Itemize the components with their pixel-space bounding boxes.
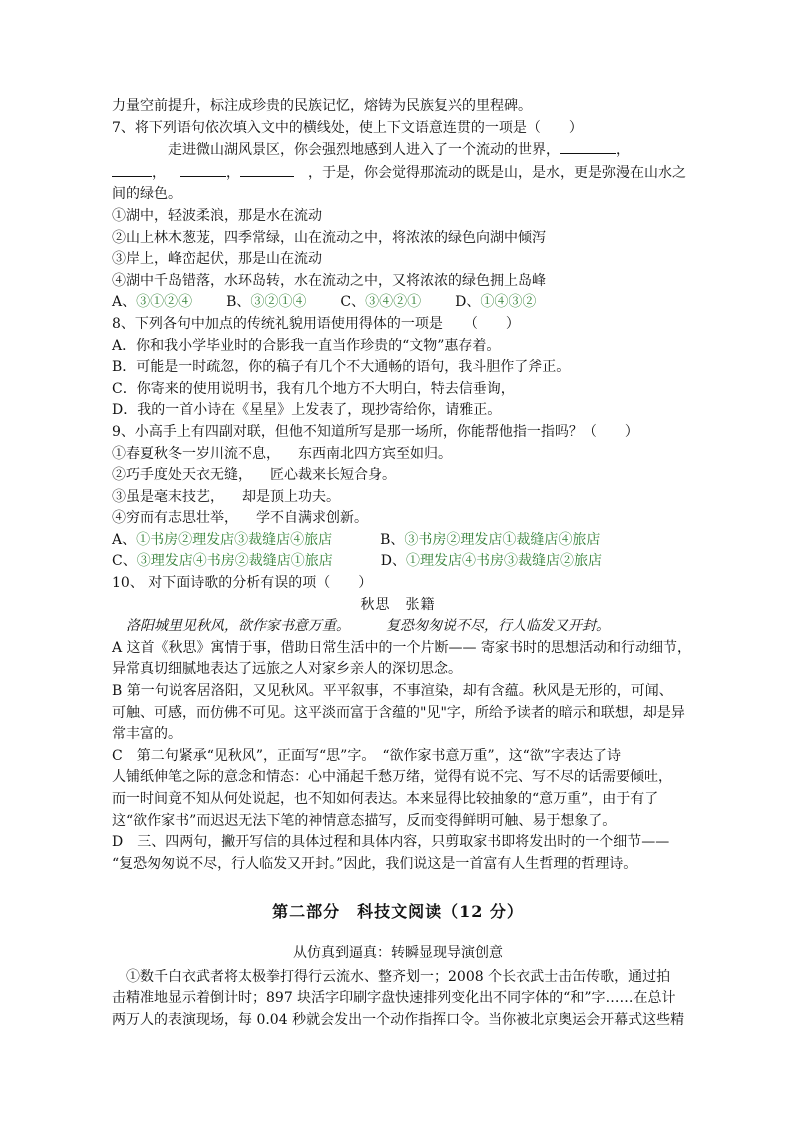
article-paragraph-line: ①数千白衣武者将太极拳打得行云流水、整齐划一；2008 个长衣武士击缶传歌，通过拍	[126, 968, 671, 985]
blank	[180, 162, 226, 177]
q9-couplet: ③虽是毫末技艺， 却是顶上功夫。	[112, 488, 340, 505]
blank	[112, 162, 152, 177]
article-paragraph-line: 击精准地显示着倒计时；897 块活字印刷字盘快速排列变化出不同字体的“和”字……在总计	[112, 990, 676, 1007]
q10-option-c: C 第二句紧承“见秋风”，正面写“思”字。 “欲作家书意万重”，这“欲”字表达了诗	[112, 747, 621, 764]
article-paragraph-line: 两万人的表演现场，每 0.04 秒就会发出一个动作指挥口令。当你被北京奥运会开幕式这些精	[112, 1011, 685, 1028]
intro-line: 力量空前提升，标注成珍贵的民族记忆，熔铸为民族复兴的里程碑。	[112, 98, 532, 114]
document-page	[112, 96, 692, 1031]
poem-body: 洛阳城里见秋风，欲作家书意万重。 复恐匆匆说不尽，行人临发又开封。	[126, 618, 610, 635]
blank	[560, 139, 616, 154]
q9-couplet: ①春夏秋冬一岁川流不息， 东西南北四方宾至如归。	[112, 445, 452, 462]
q10-option-b: 常丰富的。	[112, 726, 182, 743]
q7-option: ③岸上，峰峦起伏，那是山在流动	[112, 251, 322, 268]
q9-choices-row-1: A、①书房②理发店③裁缝店④旅店 B、③书房②理发店①裁缝店④旅店	[112, 531, 601, 548]
q7-option: ②山上林木葱茏，四季常绿，山在流动之中，将浓浓的绿色向湖中倾泻	[112, 229, 546, 246]
q10-option-c: 这“欲作家书”而迟迟无法下笔的神情意态描写，反而变得鲜明可触、易于想象了。	[112, 812, 617, 829]
q8-option: A．你和我小学毕业时的合影我一直当作珍贵的“文物”惠存着。	[112, 337, 501, 354]
q10-option-c: 而一时间竟不知从何处说起，也不知如何表达。本来显得比较抽象的“意万重”，由于有了	[112, 791, 659, 807]
blank	[240, 162, 294, 177]
q7-choices: A、③①②④ B、③②①④ C、③④②① D、①④③②	[112, 294, 537, 311]
article-title: 从仿真到逼真：转瞬显现导演创意	[293, 944, 503, 961]
choice-a: ③①②④	[136, 294, 193, 311]
q7-passage-line-2: ， ， ，于是，你会觉得那流动的既是山，是水，更是弥漫在山水之	[112, 162, 684, 185]
choice-d: ①④③②	[480, 294, 537, 311]
q8-option: C．你寄来的使用说明书，我有几个地方不大明白，特去信垂询，	[112, 380, 515, 397]
q7-passage-line-1: 走进微山湖风景区，你会强烈地感到人进入了一个流动的世界， ，	[112, 139, 684, 162]
q7-option: ①湖中，轻波柔浪，那是水在流动	[112, 207, 322, 224]
q7-passage-line-3: 间的绿色。	[112, 186, 182, 203]
q10-option-a: 异常真切细腻地表达了远旅之人对家乡亲人的深切思念。	[112, 661, 462, 678]
poem-title: 秋思 张籍	[360, 596, 436, 613]
q8-option: D．我的一首小诗在《星星》上发表了，现抄寄给你，请雅正。	[112, 402, 502, 419]
q10-option-d: “复恐匆匆说不尽，行人临发又开封。”因此，我们说这是一首富有人生哲理的哲理诗。	[112, 855, 638, 872]
choice-d: ①理发店④书房③裁缝店②旅店	[405, 553, 602, 570]
q10-option-b: B 第一句说客居洛阳，又见秋风。平平叙事，不事渲染，却有含蕴。秋风是无形的，可闻、	[112, 683, 673, 700]
q8-stem: 8、下列各句中加点的传统礼貌用语使用得体的一项是 （ ）	[112, 315, 520, 332]
q10-option-a: A 这首《秋思》寓情于事，借助日常生活中的一个片断—— 寄家书时的思想活动和行动细节，	[112, 639, 692, 656]
choice-c: ③④②①	[365, 294, 422, 311]
section-heading: 第二部分 科技文阅读（12 分）	[272, 902, 524, 922]
q10-option-d: D 三、四两句，撇开写信的具体过程和具体内容，只剪取家书即将发出时的一个细节——	[112, 834, 670, 851]
q10-option-b: 可触、可感，而仿佛不可见。这平淡而富于含蕴的"见"字，所给予读者的暗示和联想，却是异	[112, 704, 685, 721]
q7-option: ④湖中千岛错落，水环岛转，水在流动之中，又将浓浓的绿色拥上岛峰	[112, 272, 546, 289]
q10-stem: 10、 对下面诗歌的分析有误的项（ ）	[112, 575, 373, 592]
q10-option-c: 人铺纸伸笔之际的意念和情态：心中涌起千愁万绪，觉得有说不完、写不尽的话需要倾吐，	[112, 769, 672, 786]
choice-c: ③理发店④书房②裁缝店①旅店	[136, 553, 333, 570]
choice-b: ③书房②理发店①裁缝店④旅店	[404, 531, 601, 548]
q9-stem: 9、小高手上有四副对联，但他不知道所写是那一场所，你能帮他指一指吗？（ ）	[112, 423, 639, 440]
choice-b: ③②①④	[250, 294, 307, 311]
q9-choices-row-2: C、③理发店④书房②裁缝店①旅店 D、①理发店④书房③裁缝店②旅店	[112, 553, 602, 570]
q7-stem: 7、将下列语句依次填入文中的横线处，使上下文语意连贯的一项是（ ）	[112, 119, 583, 136]
q8-option: B．可能是一时疏忽，你的稿子有几个不大通畅的语句，我斗胆作了斧正。	[112, 359, 571, 376]
choice-a: ①书房②理发店③裁缝店④旅店	[136, 531, 333, 548]
q9-couplet: ②巧手度处天衣无缝， 匠心裁来长短合身。	[112, 467, 396, 484]
q9-couplet: ④穷而有志思壮举， 学不自满求创新。	[112, 510, 368, 527]
